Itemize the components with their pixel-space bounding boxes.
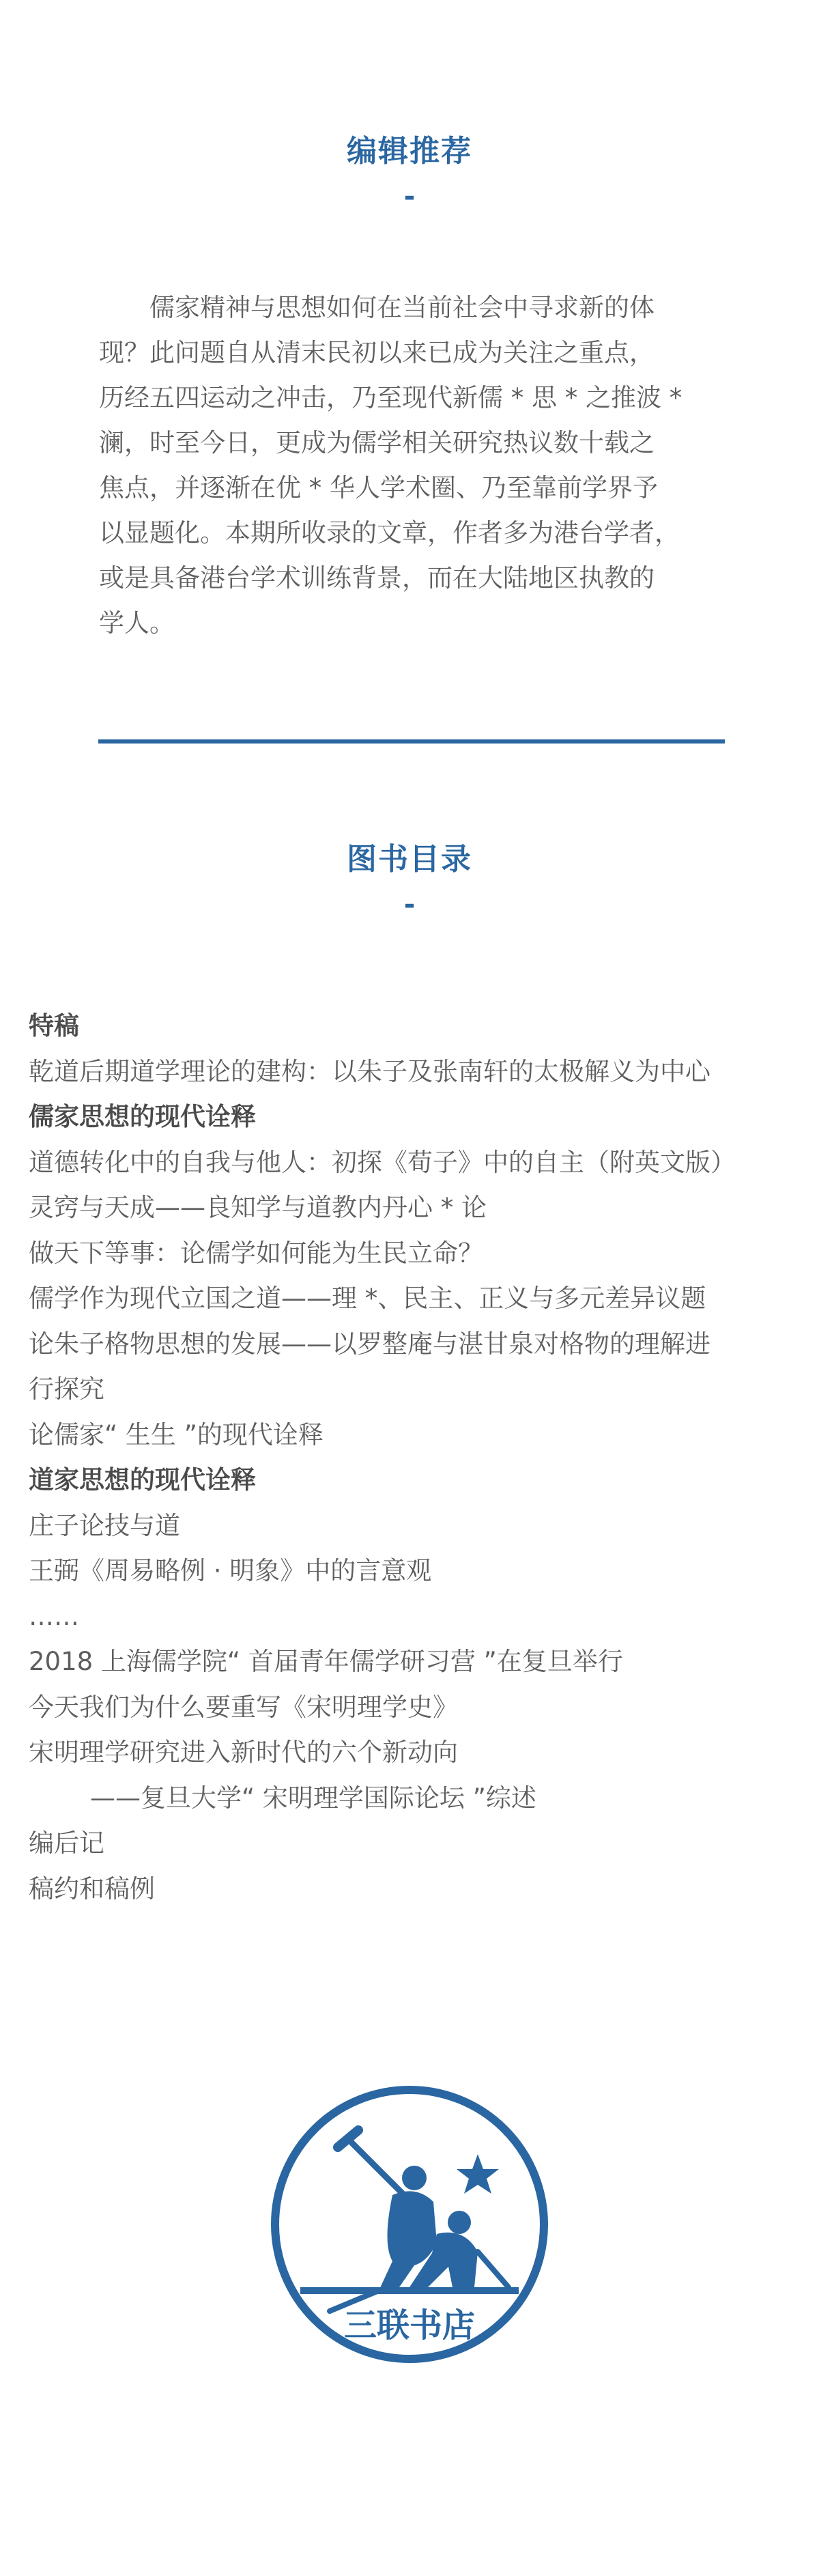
toc-entry: 王弼《周易略例 · 明象》中的言意观 bbox=[29, 1556, 432, 1585]
toc-entry: 做天下等事：论儒学如何能为生民立命？ bbox=[29, 1238, 483, 1268]
toc-entry: 行探究 bbox=[29, 1374, 104, 1404]
toc-entry: 今天我们为什么要重写《宋明理学史》 bbox=[29, 1692, 458, 1722]
intro-line: 儒家精神与思想如何在当前社会中寻求新的体 bbox=[149, 293, 655, 322]
intro-line: 现？此问题自从清末民初以来已成为关注之重点， bbox=[99, 338, 655, 367]
intro-line: 历经五四运动之冲击，乃至现代新儒 * 思 * 之推波 * bbox=[99, 383, 682, 412]
toc-entry: …… bbox=[29, 1601, 79, 1631]
title-dash: - bbox=[403, 181, 416, 212]
title-dash: - bbox=[403, 889, 416, 920]
logo-text: 三联书店 bbox=[343, 2306, 476, 2345]
sanlian-bookstore-logo-icon bbox=[270, 2082, 549, 2369]
intro-line: 学人。 bbox=[99, 608, 175, 638]
toc-title: 图书目录 bbox=[347, 842, 472, 877]
intro-line: 焦点，并逐渐在优 * 华人学术圈、乃至靠前学界予 bbox=[99, 473, 659, 503]
toc-entry: ——复旦大学“ 宋明理学国际论坛 ”综述 bbox=[90, 1783, 536, 1813]
toc-entry: 庄子论技与道 bbox=[29, 1510, 180, 1540]
toc-entry: 乾道后期道学理论的建构：以朱子及张南轩的太极解义为中心 bbox=[29, 1056, 710, 1086]
editor-recommend-title: 编辑推荐 bbox=[347, 134, 472, 169]
toc-entry: 论儒家“ 生生 ”的现代诠释 bbox=[29, 1419, 324, 1449]
toc-section-heading: 儒家思想的现代诠释 bbox=[29, 1102, 256, 1131]
intro-line: 以显题化。本期所收录的文章，作者多为港台学者， bbox=[99, 518, 680, 548]
toc-entry: 2018 上海儒学院“ 首届青年儒学研习营 ”在复旦举行 bbox=[29, 1647, 623, 1676]
toc-entry: 稿约和稿例 bbox=[29, 1873, 155, 1903]
table-of-contents bbox=[29, 1004, 800, 1912]
intro-line: 澜，时至今日，更成为儒学相关研究热议数十载之 bbox=[99, 428, 655, 457]
toc-entry: 编后记 bbox=[29, 1828, 104, 1858]
intro-paragraph bbox=[99, 285, 727, 646]
toc-entry: 论朱子格物思想的发展——以罗整庵与湛甘泉对格物的理解进 bbox=[29, 1329, 710, 1359]
toc-entry: 灵窍与天成——良知学与道教内丹心 * 论 bbox=[29, 1193, 487, 1222]
toc-section-heading: 道家思想的现代诠释 bbox=[29, 1465, 256, 1495]
intro-line: 或是具备港台学术训练背景，而在大陆地区执教的 bbox=[99, 563, 655, 593]
toc-entry: 宋明理学研究进入新时代的六个新动向 bbox=[29, 1738, 458, 1767]
toc-section-heading: 特稿 bbox=[29, 1011, 79, 1041]
toc-entry: 道德转化中的自我与他人：初探《荀子》中的自主（附英文版） bbox=[29, 1147, 736, 1177]
section-divider bbox=[98, 739, 725, 744]
toc-entry: 儒学作为现代立国之道——理 *、民主、正义与多元差异议题 bbox=[29, 1284, 706, 1313]
